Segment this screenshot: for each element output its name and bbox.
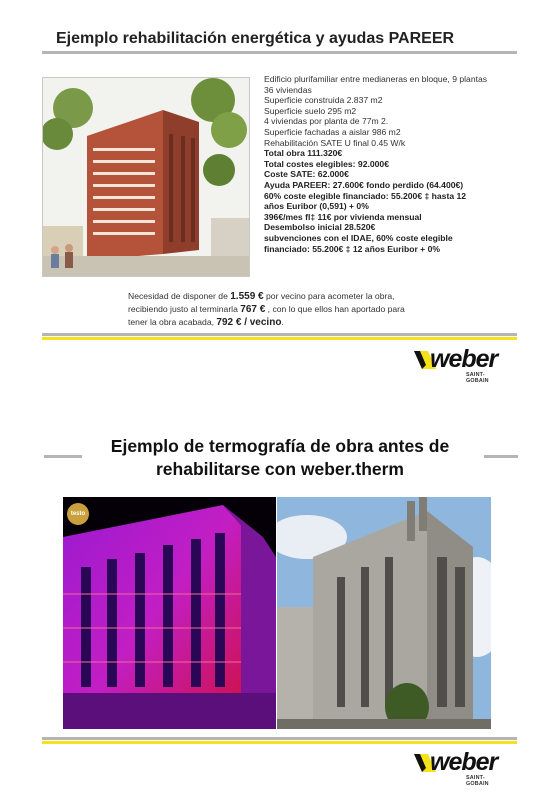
- info-line-bold: Desembolso inicial 28.520€: [264, 222, 376, 233]
- info-line-bold: subvenciones con el IDAE, 60% coste elegible: [264, 232, 453, 243]
- info-line-bold: 60% coste elegible financiado: 55.200€ ‡ hasta 12: [264, 190, 467, 201]
- building-rendering-graphic: [43, 78, 249, 276]
- building-rendering-image: [42, 77, 250, 277]
- note-text: tener la obra acabada,: [128, 317, 217, 327]
- note-value-contribution: 1.559 €: [230, 291, 264, 302]
- building-photo: [277, 497, 491, 729]
- note-value-final: 792 € / vecino: [216, 317, 282, 328]
- info-line: 36 viviendas: [264, 84, 312, 95]
- info-line: Superficie fachadas a aislar 986 m2: [264, 126, 401, 137]
- info-line: Edificio plurifamiliar entre medianeras en bloque, 9 plantas: [264, 74, 488, 84]
- note-text: .: [281, 317, 284, 327]
- info-line: Superficie construida 2.837 m2: [264, 95, 383, 106]
- title-line-1: Ejemplo de termografía de obra antes de: [110, 436, 450, 456]
- weber-logo: [414, 748, 506, 787]
- slide-title: Ejemplo rehabilitación energética y ayudas PAREER: [56, 30, 455, 47]
- note-text: recibiendo justo al terminarla: [128, 304, 241, 314]
- footer-rule-gray: [42, 333, 517, 336]
- info-line-bold: años Euribor (0,591) + 0%: [264, 201, 369, 212]
- info-line: Rehabilitación SATE U final 0.45 W/k: [264, 137, 406, 148]
- info-line-bold: Ayuda PAREER: 27.600€ fondo perdido (64.400€): [264, 179, 464, 190]
- weber-logo: [414, 345, 506, 384]
- title-line-2: rehabilitarse con weber.therm: [155, 459, 404, 479]
- info-line: 4 viviendas por planta de 77m 2.: [264, 116, 389, 127]
- building-photo-graphic: [277, 497, 491, 729]
- project-info-list: [264, 74, 524, 254]
- thermography-image: [63, 497, 276, 729]
- note-text: , con lo que ellos han aportado para: [265, 304, 405, 314]
- note-text: por vecino para acometer la obra,: [263, 291, 395, 301]
- title-underline: [42, 51, 517, 54]
- slide-thermography: [0, 395, 560, 805]
- info-line-bold: financiado: 55.200€ ‡ 12 años Euribor + 0%: [264, 243, 441, 254]
- note-text: Necesidad de disponer de: [128, 291, 231, 301]
- logo-subtitle: SAINT-GOBAIN: [466, 775, 489, 787]
- slide-title: [60, 435, 500, 481]
- footer-rule-yellow: [42, 337, 517, 340]
- info-line: Superficie suelo 295 m2: [264, 105, 357, 116]
- logo-word: weber: [430, 345, 498, 373]
- footer-rule-yellow: [42, 741, 517, 744]
- thermography-graphic: [63, 497, 276, 729]
- footer-rule-gray: [42, 737, 517, 740]
- info-line-bold: Total obra 111.320€: [264, 148, 343, 159]
- logo-word: weber: [430, 748, 498, 776]
- testo-badge: testo: [67, 503, 89, 525]
- info-line-bold: Total costes elegibles: 92.000€: [264, 158, 389, 169]
- neighbor-cost-note: [128, 290, 448, 329]
- logo-subtitle: SAINT-GOBAIN: [466, 372, 489, 384]
- slide-pareer: [0, 0, 560, 395]
- info-line-bold: Coste SATE: 62.000€: [264, 169, 349, 180]
- info-line-bold: 396€/mes fl‡ 11€ por vivienda mensual: [264, 211, 422, 222]
- note-value-refund: 767 €: [240, 304, 266, 315]
